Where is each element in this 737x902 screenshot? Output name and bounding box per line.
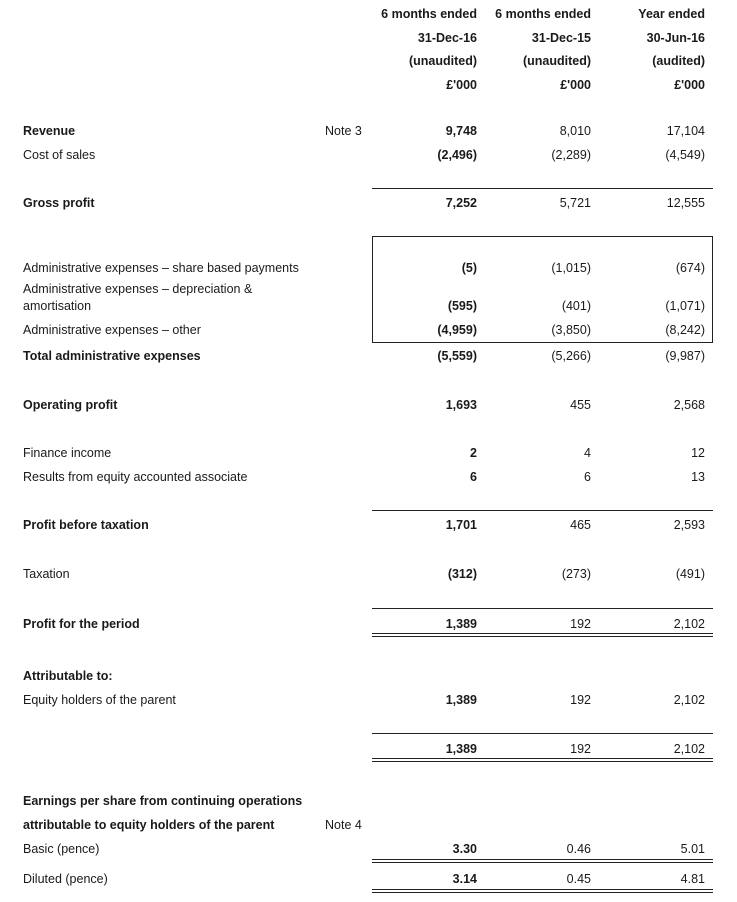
col3-unit: £'000: [674, 78, 705, 92]
admin-dep-value-3: (1,071): [665, 299, 705, 313]
attributable-total-value-1: 1,389: [445, 742, 477, 756]
profit-period-value-3: 2,102: [673, 617, 705, 631]
attributable-heading: Attributable to:: [23, 669, 113, 683]
revenue-value-2: 8,010: [559, 124, 591, 138]
profit-period-double-rule-2: [372, 636, 713, 637]
admin-sbp-value-3: (674): [675, 261, 705, 275]
col2-unit: £'000: [560, 78, 591, 92]
finance-income-value-1: 2: [470, 446, 477, 460]
admin-sbp-label: Administrative expenses – share based payments: [23, 261, 299, 275]
gross-profit-label: Gross profit: [23, 196, 95, 210]
taxation-value-1: (312): [447, 567, 477, 581]
cost-of-sales-value-2: (2,289): [551, 148, 591, 162]
basic-eps-value-3: 5.01: [680, 842, 705, 856]
col3-date: 30-Jun-16: [646, 31, 705, 45]
attributable-total-value-3: 2,102: [673, 742, 705, 756]
revenue-label: Revenue: [23, 124, 76, 138]
profit-period-double-rule-1: [372, 633, 713, 634]
eps-heading-line1: Earnings per share from continuing operations: [23, 794, 303, 808]
attributable-total-value-2: 192: [570, 742, 591, 756]
equity-associate-value-1: 6: [470, 470, 477, 484]
attributable-double-rule-1: [372, 758, 713, 759]
pbt-label: Profit before taxation: [23, 518, 149, 532]
col1-period: 6 months ended: [381, 7, 477, 21]
basic-eps-value-2: 0.46: [566, 842, 591, 856]
finance-income-value-3: 12: [691, 446, 705, 460]
profit-period-label: Profit for the period: [23, 617, 140, 631]
diluted-eps-value-2: 0.45: [566, 872, 591, 886]
operating-profit-value-2: 455: [570, 398, 591, 412]
pbt-value-2: 465: [570, 518, 591, 532]
cost-of-sales-value-3: (4,549): [665, 148, 705, 162]
basic-eps-double-rule-2: [372, 862, 713, 863]
col2-period: 6 months ended: [495, 7, 591, 21]
equity-holders-value-3: 2,102: [673, 693, 705, 707]
gross-profit-value-1: 7,252: [445, 196, 477, 210]
equity-associate-label: Results from equity accounted associate: [23, 470, 248, 484]
equity-associate-value-3: 13: [691, 470, 705, 484]
col1-unit: £'000: [446, 78, 477, 92]
finance-income-label: Finance income: [23, 446, 112, 460]
admin-other-value-3: (8,242): [665, 323, 705, 337]
admin-other-label: Administrative expenses – other: [23, 323, 201, 337]
admin-total-value-1: (5,559): [437, 349, 477, 363]
diluted-eps-double-rule-2: [372, 892, 713, 893]
gross-profit-rule: [372, 188, 713, 189]
operating-profit-label: Operating profit: [23, 398, 118, 412]
admin-other-value-1: (4,959): [437, 323, 477, 337]
attributable-total-top-rule: [372, 733, 713, 734]
taxation-value-2: (273): [561, 567, 591, 581]
cost-of-sales-label: Cost of sales: [23, 148, 96, 162]
attributable-double-rule-2: [372, 761, 713, 762]
basic-eps-double-rule-1: [372, 859, 713, 860]
profit-period-top-rule: [372, 608, 713, 609]
gross-profit-value-2: 5,721: [559, 196, 591, 210]
diluted-eps-double-rule-1: [372, 889, 713, 890]
admin-expenses-box: [372, 236, 713, 343]
finance-income-value-2: 4: [584, 446, 591, 460]
col1-date: 31-Dec-16: [417, 31, 477, 45]
col3-status: (audited): [652, 54, 705, 68]
admin-dep-value-2: (401): [561, 299, 591, 313]
revenue-value-1: 9,748: [445, 124, 477, 138]
taxation-value-3: (491): [675, 567, 705, 581]
profit-period-value-2: 192: [570, 617, 591, 631]
col3-period: Year ended: [638, 7, 705, 21]
profit-period-value-1: 1,389: [445, 617, 477, 631]
admin-total-value-3: (9,987): [665, 349, 705, 363]
pbt-rule: [372, 510, 713, 511]
pbt-value-1: 1,701: [445, 518, 477, 532]
taxation-label: Taxation: [23, 567, 70, 581]
col2-status: (unaudited): [522, 54, 591, 68]
admin-sbp-value-1: (5): [461, 261, 477, 275]
eps-heading-line2: attributable to equity holders of the parent: [23, 818, 275, 832]
diluted-eps-value-1: 3.14: [452, 872, 477, 886]
admin-total-value-2: (5,266): [551, 349, 591, 363]
pbt-value-3: 2,593: [673, 518, 705, 532]
equity-holders-value-1: 1,389: [445, 693, 477, 707]
admin-dep-value-1: (595): [447, 299, 477, 313]
revenue-note: Note 3: [325, 124, 362, 138]
diluted-eps-label: Diluted (pence): [23, 872, 108, 886]
gross-profit-value-3: 12,555: [666, 196, 705, 210]
col2-date: 31-Dec-15: [531, 31, 591, 45]
basic-eps-label: Basic (pence): [23, 842, 100, 856]
admin-total-label: Total administrative expenses: [23, 349, 201, 363]
equity-holders-value-2: 192: [570, 693, 591, 707]
admin-dep-label-line2: amortisation: [23, 299, 92, 313]
basic-eps-value-1: 3.30: [452, 842, 477, 856]
diluted-eps-value-3: 4.81: [680, 872, 705, 886]
revenue-value-3: 17,104: [666, 124, 705, 138]
eps-note: Note 4: [325, 818, 362, 832]
equity-associate-value-2: 6: [584, 470, 591, 484]
admin-other-value-2: (3,850): [551, 323, 591, 337]
equity-holders-label: Equity holders of the parent: [23, 693, 176, 707]
col1-status: (unaudited): [408, 54, 477, 68]
admin-sbp-value-2: (1,015): [551, 261, 591, 275]
operating-profit-value-3: 2,568: [673, 398, 705, 412]
admin-dep-label-line1: Administrative expenses – depreciation &: [23, 282, 253, 296]
cost-of-sales-value-1: (2,496): [437, 148, 477, 162]
operating-profit-value-1: 1,693: [445, 398, 477, 412]
